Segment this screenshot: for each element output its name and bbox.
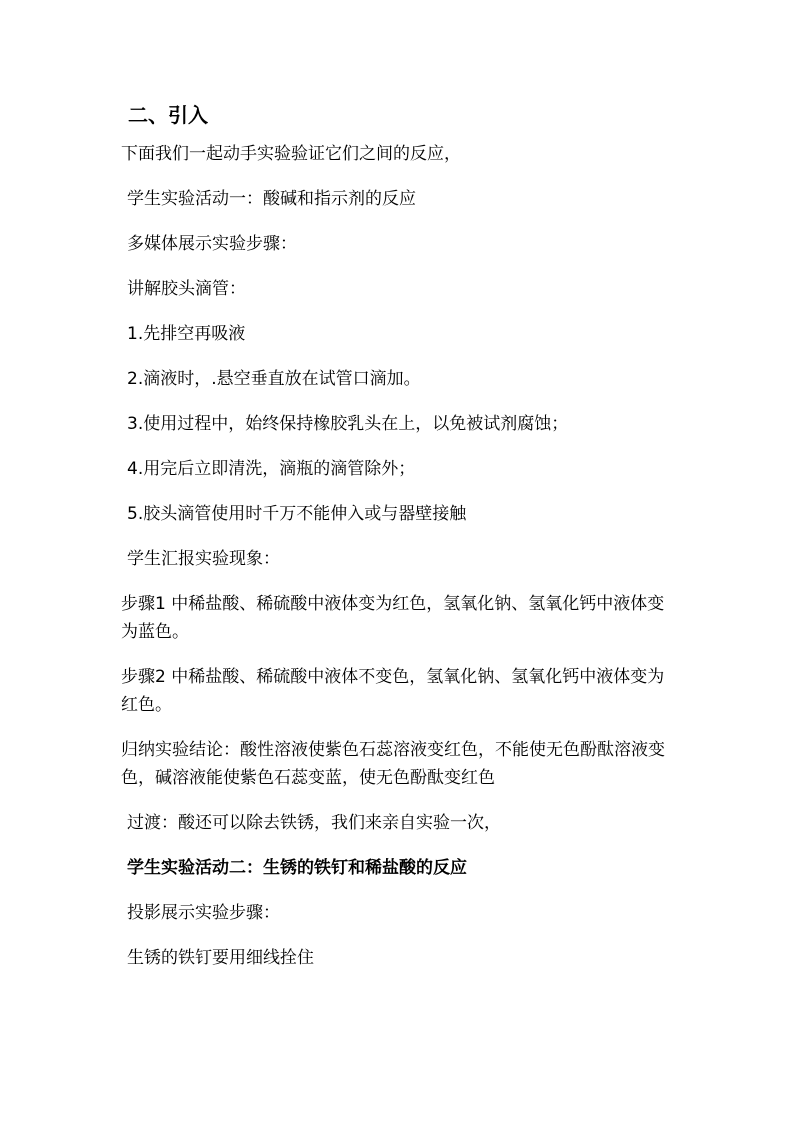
section-heading: 二、引入	[128, 103, 208, 127]
paragraph-intro: 下面我们一起动手实验验证它们之间的反应，	[121, 144, 461, 164]
paragraph-projection-steps: 投影展示实验步骤：	[127, 903, 280, 923]
list-item-step-2: 2.滴液时，.悬空垂直放在试管口滴加。	[127, 369, 421, 389]
list-item-step-5: 5.胶头滴管使用时千万不能伸入或与器壁接触	[127, 504, 467, 524]
paragraph-student-report: 学生汇报实验现象：	[127, 549, 280, 569]
document-body	[121, 100, 681, 989]
paragraph-step-1-result: 步骤1 中稀盐酸、稀硫酸中液体变为红色，氢氧化钠、氢氧化钙中液体变为蓝色。	[121, 594, 665, 642]
paragraph-transition: 过渡：酸还可以除去铁锈，我们来亲自实验一次，	[127, 813, 501, 833]
paragraph-step-2-result: 步骤2 中稀盐酸、稀硫酸中液体不变色，氢氧化钠、氢氧化钙中液体变为红色。	[121, 667, 665, 715]
paragraph-multimedia-steps: 多媒体展示实验步骤：	[127, 234, 297, 254]
list-item-step-4: 4.用完后立即清洗，滴瓶的滴管除外；	[127, 459, 416, 479]
paragraph-dropper-explanation: 讲解胶头滴管：	[127, 279, 246, 299]
paragraph-conclusion: 归纳实验结论：酸性溶液使紫色石蕊溶液变红色，不能使无色酚酞溶液变色，碱溶液能使紫色石蕊变蓝，使无色酚酞变红色	[121, 740, 665, 788]
list-item-step-1: 1.先排空再吸液	[127, 324, 246, 344]
paragraph-activity-two: 学生实验活动二：生锈的铁钉和稀盐酸的反应	[127, 858, 467, 878]
list-item-step-3: 3.使用过程中，始终保持橡胶乳头在上，以免被试剂腐蚀；	[127, 414, 569, 434]
paragraph-activity-one: 学生实验活动一：酸碱和指示剂的反应	[127, 189, 416, 209]
paragraph-nail-instruction: 生锈的铁钉要用细线拴住	[127, 948, 314, 968]
